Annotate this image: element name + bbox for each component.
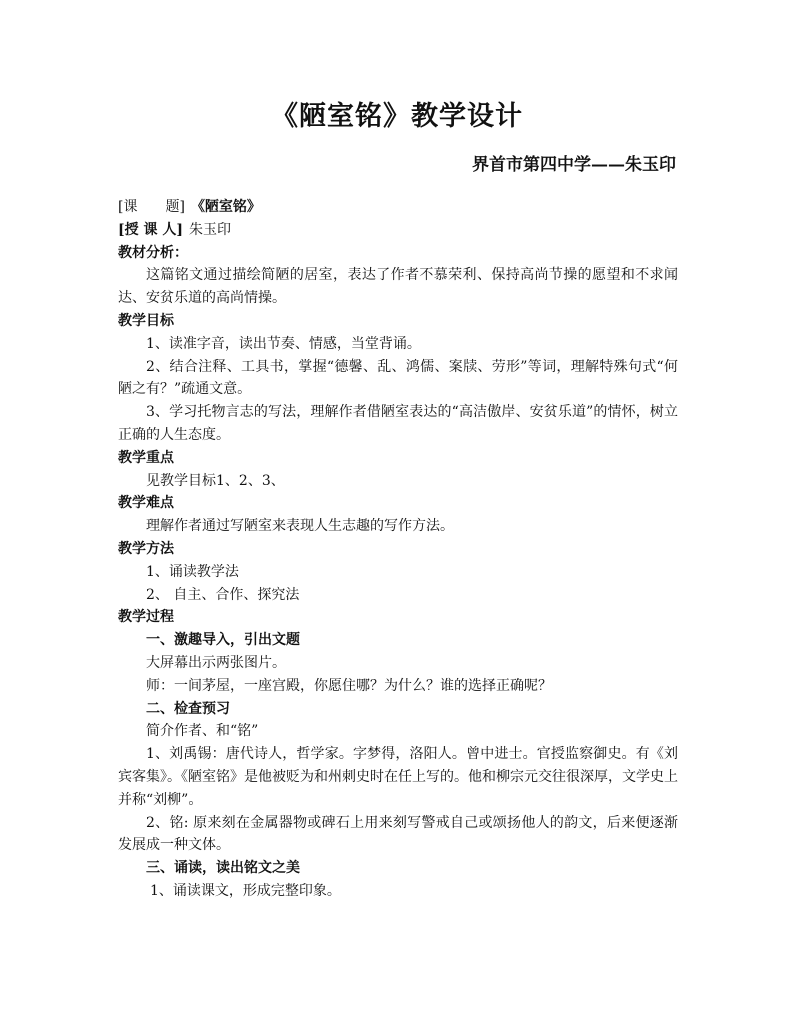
author-line: 界首市第四中学——朱玉印 [472,155,676,175]
objective-item: 2、结合注释、工具书，掌握“德馨、乱、鸿儒、案牍、劳形”等词，理解特殊句式“何陋之有？”疏通文意。 [118,358,678,398]
topic-label: [课 题] [118,199,185,215]
difficulty-heading: 教学难点 [118,495,174,512]
material-heading: 教材分析： [118,244,188,261]
objectives-heading: 教学目标 [118,312,174,329]
step1-line: 大屏幕出示两张图片。 [146,654,286,671]
step2-item: 2、铭: 原来刻在金属器物或碑石上用来刻写警戒自己或颂扬他人的韵文，后来便逐渐发展成一种文体。 [118,814,678,854]
document-body [118,196,678,903]
process-heading: 教学过程 [118,609,174,626]
step2-intro: 简介作者、和“铭” [146,723,259,740]
step2-heading: 二、检查预习 [146,700,230,717]
method-item: 2、 自主、合作、探究法 [146,586,300,603]
topic-value: 《陋室铭》 [190,199,261,215]
objective-item: 3、学习托物言志的写法，理解作者借陋室表达的“高洁傲岸、安贫乐道”的情怀，树立正确的人生态度。 [118,404,678,443]
method-item: 1、诵读教学法 [146,563,239,580]
teacher-label: [授 课 人] [118,221,183,238]
step1-line: 师：一间茅屋，一座宫殿，你愿住哪？为什么？谁的选择正确呢？ [146,677,552,694]
methods-heading: 教学方法 [118,540,174,557]
topic-row [118,196,678,219]
teacher-value: 朱玉印 [189,221,231,238]
step2-item: 1、刘禹锡：唐代诗人，哲学家。字梦得，洛阳人。曾中进士。官授监察御史。有《刘宾客集》。《陋室铭》是他被贬为和州刺史时在任上写的。他和柳宗元交往很深厚，文学史上并称“刘柳”。 [118,746,678,808]
step3-heading: 三、诵读，读出铭文之美 [146,860,300,877]
material-text: 这篇铭文通过描绘简陋的居室，表达了作者不慕荣利、保持高尚节操的愿望和不求闻达、安贫乐道的高尚情操。 [118,267,678,307]
page-title: 《陋室铭》教学设计 [271,101,523,132]
difficulty-text: 理解作者通过写陋室来表现人生志趣的写作方法。 [146,518,454,535]
teacher-row [118,219,678,242]
step1-heading: 一、激趣导入，引出文题 [146,632,300,649]
key-points-heading: 教学重点 [118,449,174,466]
step3-item: 1、诵读课文，形成完整印象。 [150,882,341,899]
key-points-text: 见教学目标1、2、3、 [146,472,285,489]
objective-item: 1、读准字音，读出节奏、情感，当堂背诵。 [146,335,421,352]
